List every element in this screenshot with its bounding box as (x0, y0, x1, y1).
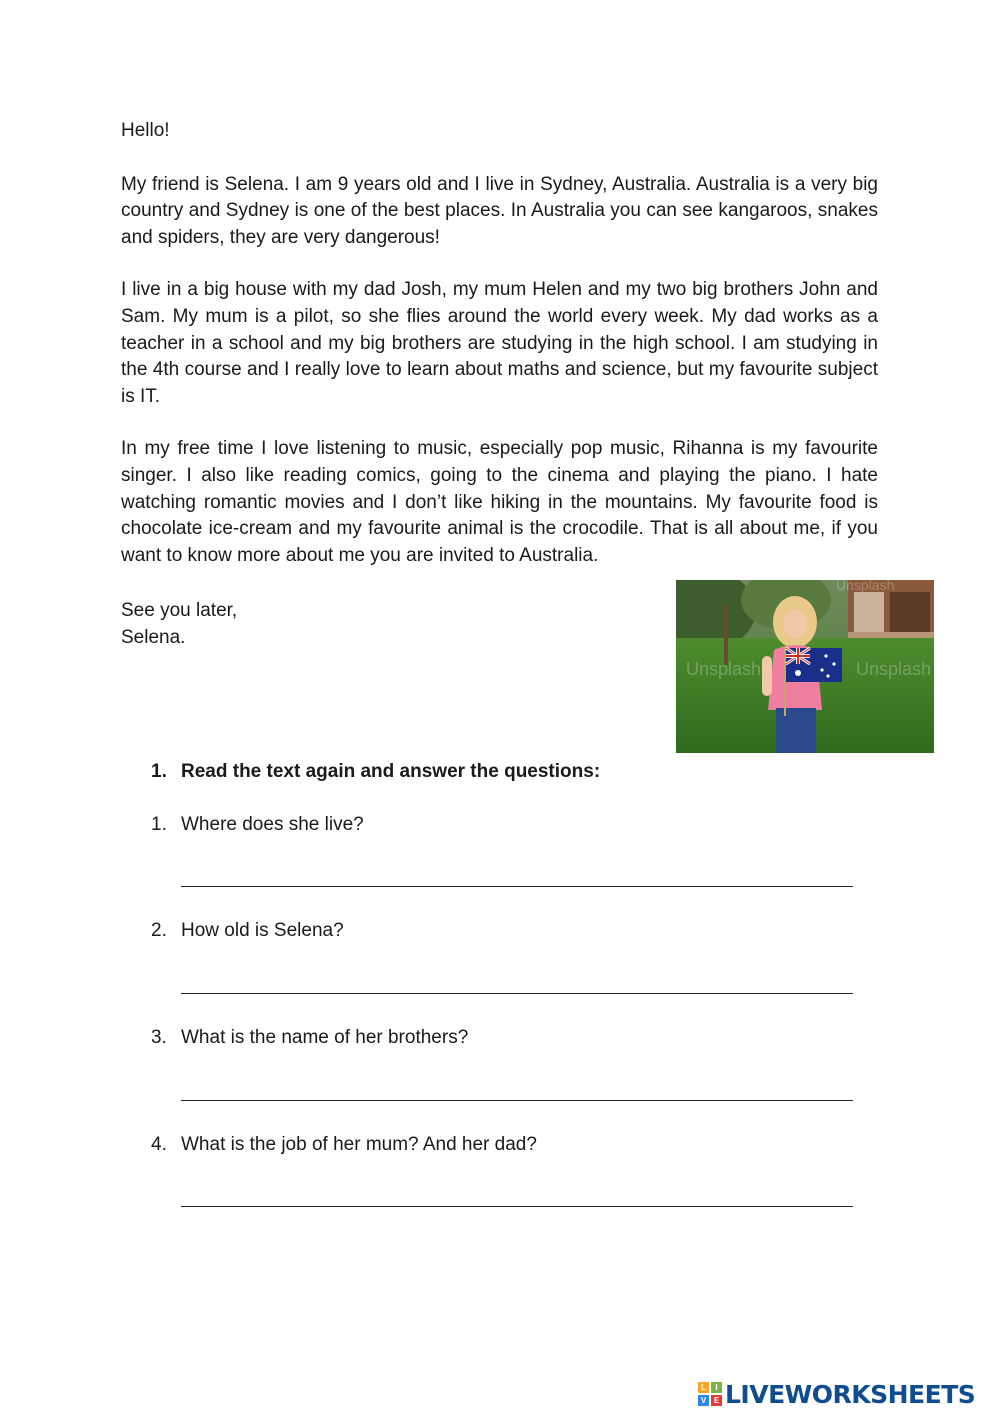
answer-field[interactable] (181, 886, 853, 887)
logo-mark-letter: I (711, 1382, 722, 1393)
question-text: What is the name of her brothers? (181, 1027, 469, 1048)
logo-text: LIVEWORKSHEETS (725, 1379, 976, 1409)
photo-watermark: Unsplash (836, 580, 895, 593)
liveworksheets-logo (698, 1376, 975, 1412)
letter-paragraph: My friend is Selena. I am 9 years old and I live in Sydney, Australia. Australia is a very big country and Sydney is one of the best places. In Australia you can see kangaroos, snakes and spiders, they are very dangerous! (121, 173, 878, 248)
photo-watermark: Unsplash (856, 659, 932, 679)
logo-mark-letter: E (711, 1395, 722, 1406)
question-number: 1. (151, 814, 167, 835)
question-item (151, 1132, 537, 1158)
task-number: 1. (151, 761, 167, 782)
logo-mark-icon (698, 1382, 722, 1406)
question-item (151, 918, 344, 944)
letter-greeting: Hello! (121, 120, 170, 141)
task-heading (151, 759, 600, 785)
letter-paragraph: In my free time I love listening to music, especially pop music, Rihanna is my favourite singer. I also like reading comics, going to the cinema and playing the piano. I hate watching romantic movies and I don’t like hiking in the mountains. My favourite food is chocolate ice-cream and my favourite animal is the crocodile. That is all about me, if you want to know more about me you are invited to Australia. (121, 438, 878, 566)
task-heading-text: Read the text again and answer the questions: (181, 761, 601, 782)
question-number: 3. (151, 1027, 167, 1048)
question-text: Where does she live? (181, 814, 364, 835)
letter-text (121, 118, 878, 595)
answer-field[interactable] (181, 1206, 853, 1207)
answer-field[interactable] (181, 993, 853, 994)
logo-mark-letter: L (698, 1382, 709, 1393)
question-text: How old is Selena? (181, 920, 344, 941)
question-number: 4. (151, 1134, 167, 1155)
letter-signoff (121, 598, 237, 651)
girl-with-flag-photo (676, 580, 934, 753)
logo-mark-letter: V (698, 1395, 709, 1406)
photo-watermark: Unsplash (686, 659, 762, 679)
letter-paragraph: I live in a big house with my dad Josh, my mum Helen and my two big brothers John and Sam. My mum is a pilot, so she flies around the world every week. My dad works as a teacher in a school and my big brothers are studying in the high school. I am studying in the 4th course and I really love to learn about maths and science, but my favourite subject is IT. (121, 279, 878, 407)
answer-field[interactable] (181, 1100, 853, 1101)
letter-closing: See you later, (121, 600, 238, 621)
question-text: What is the job of her mum? And her dad? (181, 1134, 537, 1155)
letter-signature: Selena. (121, 626, 186, 648)
question-item (151, 812, 364, 838)
question-number: 2. (151, 920, 167, 941)
question-item (151, 1025, 468, 1051)
